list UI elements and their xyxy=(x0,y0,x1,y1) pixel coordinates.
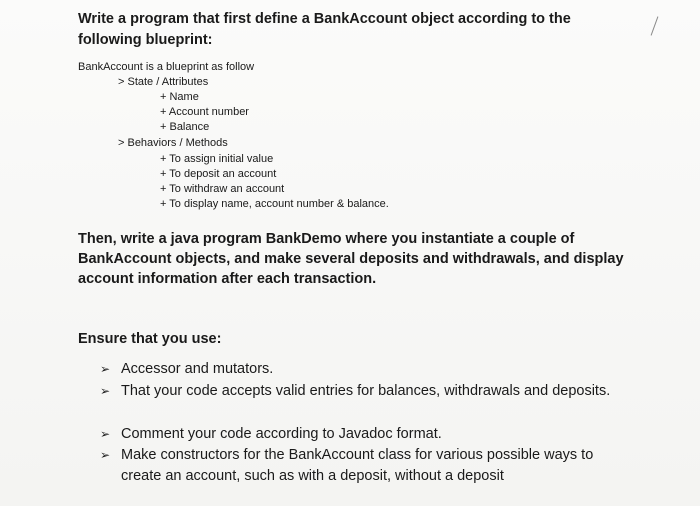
ensure-heading: Ensure that you use: xyxy=(78,331,222,347)
attribute-item: + Name xyxy=(160,91,199,103)
instructions-paragraph: Then, write a java program BankDemo where you instantiate a couple of BankAccount objects, and make several deposits and withdrawals, and display account information after each transaction. xyxy=(78,231,624,287)
arrow-bullet-icon: ➢ xyxy=(100,448,111,462)
arrow-bullet-icon: ➢ xyxy=(100,362,111,376)
ensure-item-text: Accessor and mutators. xyxy=(121,361,274,377)
method-item: + To display name, account number & balance. xyxy=(160,198,389,210)
attribute-item: + Account number xyxy=(160,106,249,118)
ensure-list-item xyxy=(100,445,620,487)
arrow-bullet-icon: ➢ xyxy=(100,384,111,398)
assignment-heading: Write a program that first define a BankAccount object according to the following blueprint: xyxy=(78,11,571,48)
ensure-item-text: Make constructors for the BankAccount class for various possible ways to create an account, such as with a deposit, without a deposit xyxy=(121,447,594,484)
state-header: > State / Attributes xyxy=(118,76,209,88)
arrow-bullet-icon: ➢ xyxy=(100,427,111,441)
ensure-list-item xyxy=(100,381,620,402)
ensure-list-item xyxy=(100,359,620,380)
attribute-item: + Balance xyxy=(160,121,210,133)
method-item: + To withdraw an account xyxy=(160,183,285,195)
ensure-list-item xyxy=(100,424,620,445)
behaviors-header: > Behaviors / Methods xyxy=(118,137,228,149)
ensure-item-text: Comment your code according to Javadoc format. xyxy=(121,426,442,442)
ensure-item-text: That your code accepts valid entries for balances, withdrawals and deposits. xyxy=(121,383,611,399)
method-item: + To assign initial value xyxy=(160,153,274,165)
method-item: + To deposit an account xyxy=(160,168,277,180)
blueprint-intro: BankAccount is a blueprint as follow xyxy=(78,61,255,73)
pen-mark xyxy=(651,16,659,35)
